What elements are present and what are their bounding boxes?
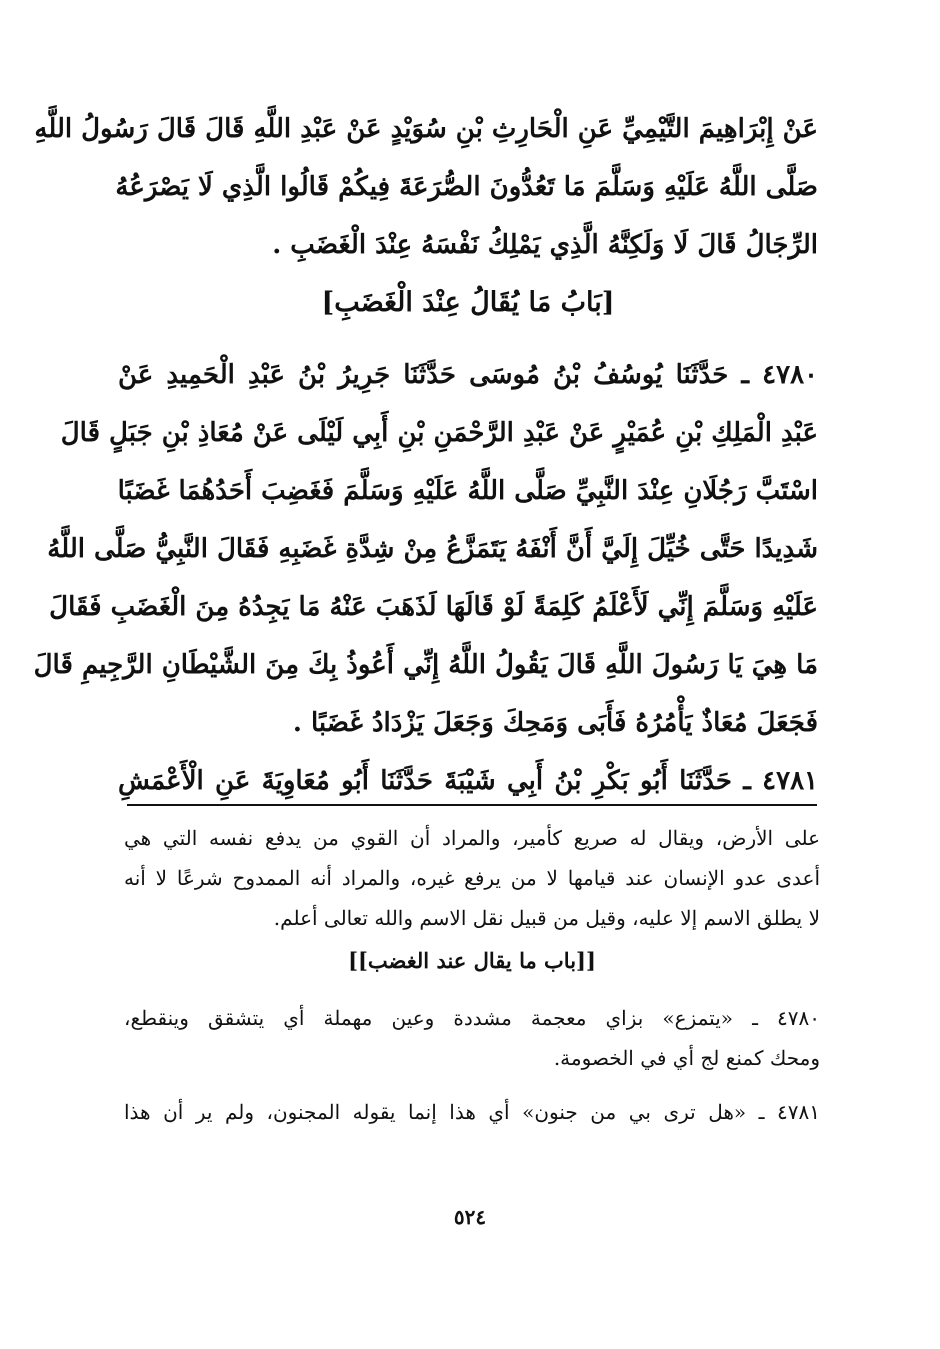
main-text	[33, 100, 818, 810]
hadith-4781	[118, 752, 818, 810]
text-line: فَجَعَلَ مُعَاذٌ يَأْمُرُهُ فَأَبَى وَمَحِكَ وَجَعَلَ يَزْدَادُ غَضَبًا .	[292, 708, 818, 738]
footnote-divider	[127, 804, 817, 806]
text-line: عَلَيْهِ وَسَلَّمَ إِنِّي لَأَعْلَمُ كَلِمَةً لَوْ قَالَهَا لَذَهَبَ عَنْهُ مَا يَجِدُهُ مِنَ الْغَضَبِ فَقَالَ	[49, 592, 818, 622]
text-line: الرِّجَالُ قَالَ لَا وَلَكِنَّهُ الَّذِي يَمْلِكُ نَفْسَهُ عِنْدَ الْغَضَبِ .	[272, 230, 818, 260]
page-number: ٥٢٤	[453, 1205, 487, 1229]
text-line: اسْتَبَّ رَجُلَانِ عِنْدَ النَّبِيِّ صَلَّى اللَّهُ عَلَيْهِ وَسَلَّمَ فَغَضِبَ أَحَدُهُمَا غَضَبًا	[117, 476, 818, 506]
chapter-heading: [بَابُ مَا يُقَالُ عِنْدَ الْغَضَبِ]	[321, 287, 615, 318]
note-line: ٤٧٨١ ـ «هل ترى بي من جنون» أي هذا إنما يقوله المجنون، ولم ير أن هذا	[124, 1100, 820, 1124]
text-line: عَبْدِ الْمَلِكِ بْنِ عُمَيْرٍ عَنْ عَبْدِ الرَّحْمَنِ بْنِ أَبِي لَيْلَى عَنْ مُعَاذِ بْنِ جَبَلٍ قَالَ	[60, 418, 818, 448]
note-4780	[124, 998, 820, 1078]
text-line: ٤٧٨١ ـ حَدَّثَنَا أَبُو بَكْرِ بْنُ أَبِي شَيْبَةَ حَدَّثَنَا أَبُو مُعَاوِيَةَ عَنِ الْأَعْمَشِ	[118, 766, 818, 796]
text-line: شَدِيدًا حَتَّى خُيِّلَ إِلَيَّ أَنَّ أَنْفَهُ يَتَمَزَّعُ مِنْ شِدَّةِ غَضَبِهِ فَقَالَ النَّبِيُّ صَلَّى اللَّهُ	[47, 534, 818, 564]
notes-chapter-heading: [[باب ما يقال عند الغضب]]	[348, 948, 596, 973]
note-line: ٤٧٨٠ ـ «يتمزع» بزاي معجمة مشددة وعين مهملة أي يتشقق وينقطع،	[124, 1006, 820, 1030]
note-line: ومحك كمنع لج أي في الخصومة.	[553, 1046, 820, 1070]
hadith-4780	[33, 346, 818, 752]
text-line: ٤٧٨٠ ـ حَدَّثَنَا يُوسُفُ بْنُ مُوسَى حَدَّثَنَا جَرِيرُ بْنُ عَبْدِ الْحَمِيدِ عَنْ	[118, 360, 818, 390]
text-line: مَا هِيَ يَا رَسُولَ اللَّهِ قَالَ يَقُولُ اللَّهُ إِنِّي أَعُوذُ بِكَ مِنَ الشَّيْطَانِ الرَّجِيمِ قَالَ	[33, 650, 818, 680]
text-line: صَلَّى اللَّهُ عَلَيْهِ وَسَلَّمَ مَا تَعُدُّونَ الصُّرَعَةَ فِيكُمْ قَالُوا الَّذِي لَا يَصْرَعُهُ	[115, 172, 818, 202]
note-line: أعدى عدو الإنسان عند قيامها لا من يرفع غيره، والمراد أنه الممدوح شرعًا لا أنه	[124, 866, 820, 890]
text-line: عَنْ إِبْرَاهِيمَ التَّيْمِيِّ عَنِ الْحَارِثِ بْنِ سُوَيْدٍ عَنْ عَبْدِ اللَّهِ قَالَ قَالَ رَسُولُ اللَّهِ	[34, 114, 818, 144]
note-line: على الأرض، ويقال له صريع كأمير، والمراد أن القوي من يدفع نفسه التي هي	[124, 826, 820, 850]
note-4781	[124, 1092, 820, 1132]
commentary-notes	[124, 818, 820, 1132]
note-line: لا يطلق الاسم إلا عليه، وقيل من قبيل نقل الاسم والله تعالى أعلم.	[273, 906, 820, 930]
